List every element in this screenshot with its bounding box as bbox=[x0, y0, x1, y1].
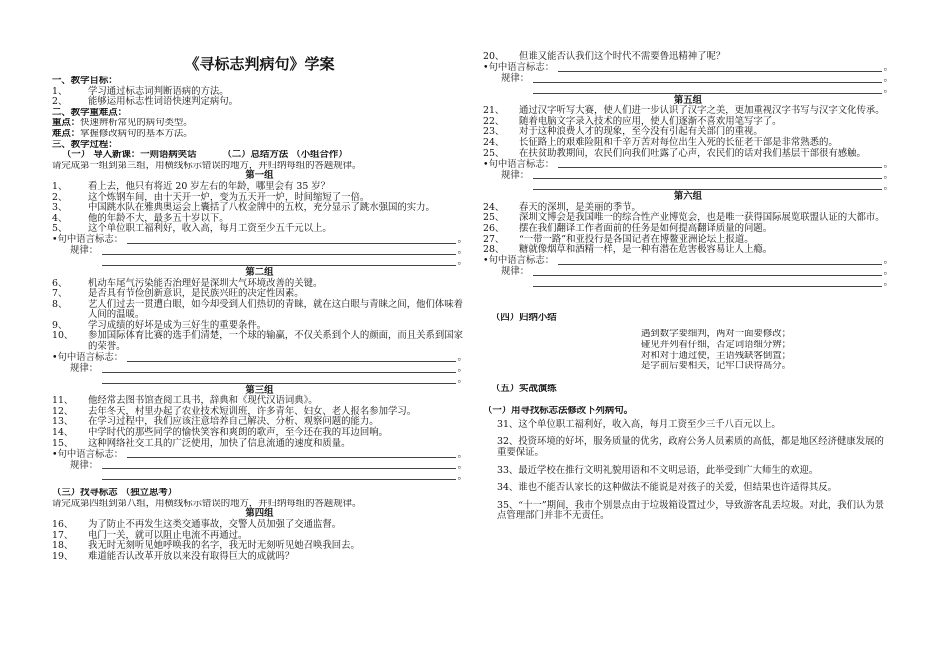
item-text: 能够运用标志性词语快速判定病句。 bbox=[88, 96, 239, 108]
marker-line: •句中语言标志： 。 bbox=[52, 352, 467, 364]
exercise-item: 31、这个单位职工福利好，收入高，每月工资至少三千八百元以上。 bbox=[497, 418, 781, 430]
right-column bbox=[483, 0, 893, 529]
instruction-text: 请完成第四组到第八组，用横线标示错误的地方，并归纳每组的答题规律。 bbox=[52, 498, 362, 509]
item-text: 长征路上的艰难险阻和千辛万苦对每位出生入死的长征老干部是非常熟悉的。 bbox=[519, 136, 838, 148]
marker-label: •句中语言标志： bbox=[52, 234, 124, 246]
item-number: 24、 bbox=[483, 136, 505, 148]
item-text: 春天的深圳，是美丽的季节。 bbox=[519, 201, 641, 213]
answer-blank[interactable] bbox=[102, 257, 456, 266]
answer-blank[interactable] bbox=[127, 353, 455, 362]
marker-label: •句中语言标志： bbox=[52, 448, 124, 460]
marker-label: •句中语言标志： bbox=[483, 255, 555, 267]
marker-line: •句中语言标志： 。 bbox=[483, 158, 893, 170]
item-number: 20、 bbox=[483, 51, 505, 62]
sentence-item bbox=[52, 331, 467, 352]
answer-blank[interactable] bbox=[127, 449, 455, 458]
key-text: 快速辨析常见的病句类型。 bbox=[80, 118, 193, 129]
summary-line: 碰见并列看仔细，否定词语细分辨； bbox=[641, 339, 792, 350]
answer-blank[interactable] bbox=[102, 246, 455, 255]
rule-label: 规律： bbox=[501, 73, 530, 84]
summary-line: 遇到数字要细判，两对一面要修改； bbox=[641, 329, 792, 340]
item-text: 看上去，他只有将近 20 岁左右的年龄，哪里会有 35 岁？ bbox=[88, 180, 331, 192]
group-title: 第五组 bbox=[673, 94, 703, 106]
summary-line: 对和对于通过使，主语残缺客倒置； bbox=[641, 350, 792, 361]
item-number: 13、 bbox=[52, 416, 74, 428]
sentence-item bbox=[483, 138, 893, 149]
rule-line-extra: 。 bbox=[483, 181, 893, 192]
item-text: 这种网络社交工具的广泛使用，加快了信息流通的速度和质量。 bbox=[88, 437, 351, 449]
instruction-text: 请完成第一组到第三组，用横线标示错误的地方，并归纳每组的答题规律。 bbox=[52, 160, 362, 171]
item-text: 摆在我们翻译工作者面前的任务是如何提高翻译质量的问题。 bbox=[519, 222, 773, 234]
rule-label: 规律： bbox=[70, 363, 99, 375]
sentence-item bbox=[52, 520, 467, 531]
rule-line: 规律： 。 bbox=[501, 169, 893, 181]
item-number: 7、 bbox=[52, 288, 68, 300]
exercise-item: 33、最近学校在推行文明礼貌用语和不文明忌语，此举受到广大师生的欢迎。 bbox=[497, 464, 819, 476]
answer-blank[interactable] bbox=[533, 74, 881, 83]
answer-blank[interactable] bbox=[533, 85, 882, 94]
goal-item bbox=[52, 97, 467, 108]
rule-line-extra: 。 bbox=[483, 278, 893, 289]
item-text: 艺人们过去一贯遭白眼，如今却受到人们热切的青睐，就在这白眼与青睐之间，他们体味着人间的温暖。 bbox=[88, 298, 464, 321]
key-label: 重点： bbox=[52, 118, 81, 129]
item-number: 5、 bbox=[52, 223, 68, 235]
marker-label: •句中语言标志： bbox=[483, 158, 555, 170]
item-text: 机动车尾气污染能否治理好是深圳大气环境改善的关键。 bbox=[88, 277, 323, 289]
difficulty-text: 掌握修改病句的基本方法。 bbox=[80, 128, 193, 139]
item-number: 17、 bbox=[52, 529, 74, 541]
answer-blank[interactable] bbox=[558, 159, 881, 168]
item-text: 学习成绩的好坏是成为三好生的重要条件。 bbox=[88, 319, 267, 331]
item-number: 14、 bbox=[52, 427, 74, 439]
sentence-item bbox=[483, 224, 893, 235]
marker-line: •句中语言标志： 。 bbox=[52, 234, 467, 246]
sentence-item bbox=[483, 52, 893, 63]
item-text: 学习通过标志词判断语病的方法。 bbox=[88, 85, 229, 97]
item-text: 是否具有节俭创新意识，是民族兴旺的决定性因素。 bbox=[88, 288, 304, 300]
difficulty-label: 难点： bbox=[52, 128, 81, 139]
item-number: 25、 bbox=[483, 212, 505, 224]
item-number: 27、 bbox=[483, 233, 505, 245]
item-text: 他的年龄不大，最多五十岁以下。 bbox=[88, 212, 229, 224]
section-goals-heading: 一、教学目标： bbox=[52, 76, 118, 86]
item-number: 1、 bbox=[52, 85, 68, 97]
item-number: 15、 bbox=[52, 437, 74, 449]
practice-subheading: （一）用寻找标志法修改下列病句。 bbox=[483, 406, 634, 417]
answer-blank[interactable] bbox=[102, 460, 455, 469]
rule-label: 规律： bbox=[501, 169, 530, 181]
answer-blank[interactable] bbox=[533, 170, 881, 179]
item-text: 为了防止不再发生这类交通事故，交警人员加强了交通监督。 bbox=[88, 519, 342, 530]
answer-blank[interactable] bbox=[102, 375, 456, 384]
exercise-item: 35、“十一”期间，我市个别景点由于垃圾箱设置过少，导致游客乱丢垃圾。对此，我们认为景点管理部门并非不无责任。 bbox=[497, 499, 885, 522]
item-text: 这个单位职工福利好，收入高，每月工资至少五千元以上。 bbox=[88, 223, 332, 235]
summary-line: 是字前后要相关，记牢口诀得高分。 bbox=[641, 361, 792, 372]
rule-label: 规律： bbox=[501, 266, 530, 278]
item-text: “一带一路”和亚投行是各国记者在博鳌亚洲论坛上报道。 bbox=[519, 233, 754, 245]
item-number: 26、 bbox=[483, 222, 505, 234]
answer-blank[interactable] bbox=[558, 63, 881, 72]
key-point-line bbox=[52, 118, 467, 129]
step-find-markers: （三）找寻标志 （独立思考） bbox=[52, 488, 178, 499]
item-number: 10、 bbox=[52, 330, 74, 342]
step-conclusion: （四）归纳小结 bbox=[491, 312, 557, 323]
item-number: 2、 bbox=[52, 96, 68, 108]
answer-blank[interactable] bbox=[558, 256, 881, 265]
answer-blank[interactable] bbox=[533, 267, 881, 276]
item-text: 他经常去图书馆查阅工具书，辞典和《现代汉语词典》。 bbox=[88, 395, 318, 407]
section-process-heading: 三、教学过程： bbox=[52, 139, 118, 150]
item-text: 难道能否认改革开放以来没有取得巨大的成就吗？ bbox=[88, 550, 295, 562]
rule-line-extra: 。 bbox=[52, 375, 467, 386]
item-text: 这个炼钢车间，由十天开一炉，变为五天开一炉，时间缩短了一倍。 bbox=[88, 191, 370, 203]
group-title: 第六组 bbox=[673, 191, 703, 203]
group-title: 第一组 bbox=[245, 170, 274, 182]
item-number: 11、 bbox=[52, 395, 74, 407]
item-number: 23、 bbox=[483, 126, 505, 138]
item-text: 通过汉字听写大赛，使人们进一步认识了汉字之美，更加重视汉字书写与汉字文化传承。 bbox=[519, 105, 885, 117]
item-number: 2、 bbox=[52, 191, 68, 203]
item-text: 但谁又能否认我们这个时代不需要鲁迅精神了呢？ bbox=[519, 51, 726, 62]
item-number: 18、 bbox=[52, 540, 74, 552]
group-title: 第二组 bbox=[245, 266, 274, 278]
sentence-item bbox=[483, 149, 893, 160]
item-number: 22、 bbox=[483, 115, 505, 127]
rule-line-extra: 。 bbox=[52, 257, 467, 268]
marker-label: •句中语言标志： bbox=[52, 352, 124, 364]
item-text: 糖就像烟草和酒精一样，是一种有潜在危害极容易让人上瘾。 bbox=[519, 244, 773, 256]
marker-label: •句中语言标志： bbox=[483, 62, 555, 73]
item-number: 9、 bbox=[52, 319, 68, 331]
section-key-points-heading: 二、教学重难点： bbox=[52, 107, 128, 118]
item-text: 随着电脑文字录入技术的应用，使人们逐渐不喜欢用笔写字了。 bbox=[519, 115, 782, 127]
rule-line: 规律： 。 bbox=[70, 363, 467, 375]
item-number: 8、 bbox=[52, 298, 68, 310]
sentence-item bbox=[52, 300, 467, 321]
sentence-item bbox=[52, 182, 467, 193]
sentence-item bbox=[52, 552, 467, 563]
item-number: 4、 bbox=[52, 212, 68, 224]
item-text: 在扶贫助教期间，农民们向我们吐露了心声，农民们的话对我们基层干部很有感触。 bbox=[519, 147, 866, 159]
marker-line: •句中语言标志： 。 bbox=[52, 448, 467, 460]
answer-blank[interactable] bbox=[127, 235, 455, 244]
rule-label: 规律： bbox=[70, 245, 99, 257]
item-number: 6、 bbox=[52, 277, 68, 289]
item-text: 电门一关，就可以阻止电流不再通过。 bbox=[88, 529, 248, 541]
rule-line: 规律： 。 bbox=[501, 266, 893, 278]
answer-blank[interactable] bbox=[102, 471, 456, 480]
steps-line bbox=[52, 150, 467, 161]
item-number: 3、 bbox=[52, 202, 68, 214]
rule-label: 规律： bbox=[70, 459, 99, 471]
rule-line: 规律： 。 bbox=[70, 245, 467, 257]
item-number: 25、 bbox=[483, 147, 505, 159]
exercise-item: 34、谁也不能否认家长的这种做法不能说是对孩子的关爱，但结果也许适得其反。 bbox=[497, 482, 838, 494]
sentence-item bbox=[52, 439, 467, 450]
item-text: 我无时无刻听见她呼唤我的名字，我无时无刻听见她召唤我回去。 bbox=[88, 540, 360, 552]
step-intro: （一） 导入新课：一则语病笑话 bbox=[62, 150, 197, 161]
rule-line-extra: 。 bbox=[52, 471, 467, 482]
marker-line: •句中语言标志： 。 bbox=[483, 255, 893, 267]
page-title: 《寻标志判病句》学案 bbox=[184, 55, 335, 73]
exercise-item: 32、投资环境的好坏，服务质量的优劣，政府公务人员素质的高低，都是地区经济健康发展的重要保证。 bbox=[497, 436, 884, 459]
item-number: 28、 bbox=[483, 244, 505, 256]
item-number: 12、 bbox=[52, 405, 74, 417]
item-number: 24、 bbox=[483, 201, 505, 213]
answer-blank[interactable] bbox=[102, 364, 455, 373]
rule-line: 规律： 。 bbox=[501, 73, 893, 84]
marker-line: •句中语言标志： 。 bbox=[483, 62, 893, 73]
item-number: 1、 bbox=[52, 180, 68, 192]
summary-verse bbox=[483, 329, 893, 371]
step-summary-method: （二）总结方法 （小组合作） bbox=[222, 150, 348, 161]
answer-blank[interactable] bbox=[533, 278, 882, 287]
group-title: 第三组 bbox=[245, 384, 274, 396]
group-title: 第四组 bbox=[245, 508, 274, 520]
rule-line-extra: 。 bbox=[483, 85, 893, 96]
answer-blank[interactable] bbox=[533, 181, 882, 190]
item-text: 对于这种浪费人才的现象，至今没有引起有关部门的重视。 bbox=[519, 126, 763, 138]
item-number: 21、 bbox=[483, 105, 505, 117]
item-text: 深圳文博会是我国唯一的综合性产业博览会，也是唯一获得国际展览联盟认证的大都市。 bbox=[519, 212, 885, 224]
step-practice: （五）实战演练 bbox=[491, 383, 557, 394]
item-text: 参加国际体育比赛的选手们清楚，一个球的输赢，不仅关系到个人的颜面，而且关系到国家的荣誉。 bbox=[88, 330, 464, 353]
difficulty-line bbox=[52, 129, 467, 140]
rule-line: 规律： 。 bbox=[70, 459, 467, 471]
item-text: 在学习过程中，我们应该注意培养自己解决、分析、观察问题的能力。 bbox=[88, 416, 379, 428]
item-number: 16、 bbox=[52, 519, 74, 530]
left-column bbox=[52, 0, 467, 562]
item-text: 中国跳水队在雅典奥运会上囊括了八枚金牌中的五枚，充分显示了跳水强国的实力。 bbox=[88, 202, 435, 214]
item-text: 去年冬天，村里办起了农业技术短训班，许多青年、妇女、老人报名参加学习。 bbox=[88, 405, 417, 417]
item-text: 中学时代的那些同学的愉快笑容和爽朗的歌声，至今还在我的耳边回响。 bbox=[88, 427, 389, 439]
item-number: 19、 bbox=[52, 550, 74, 562]
